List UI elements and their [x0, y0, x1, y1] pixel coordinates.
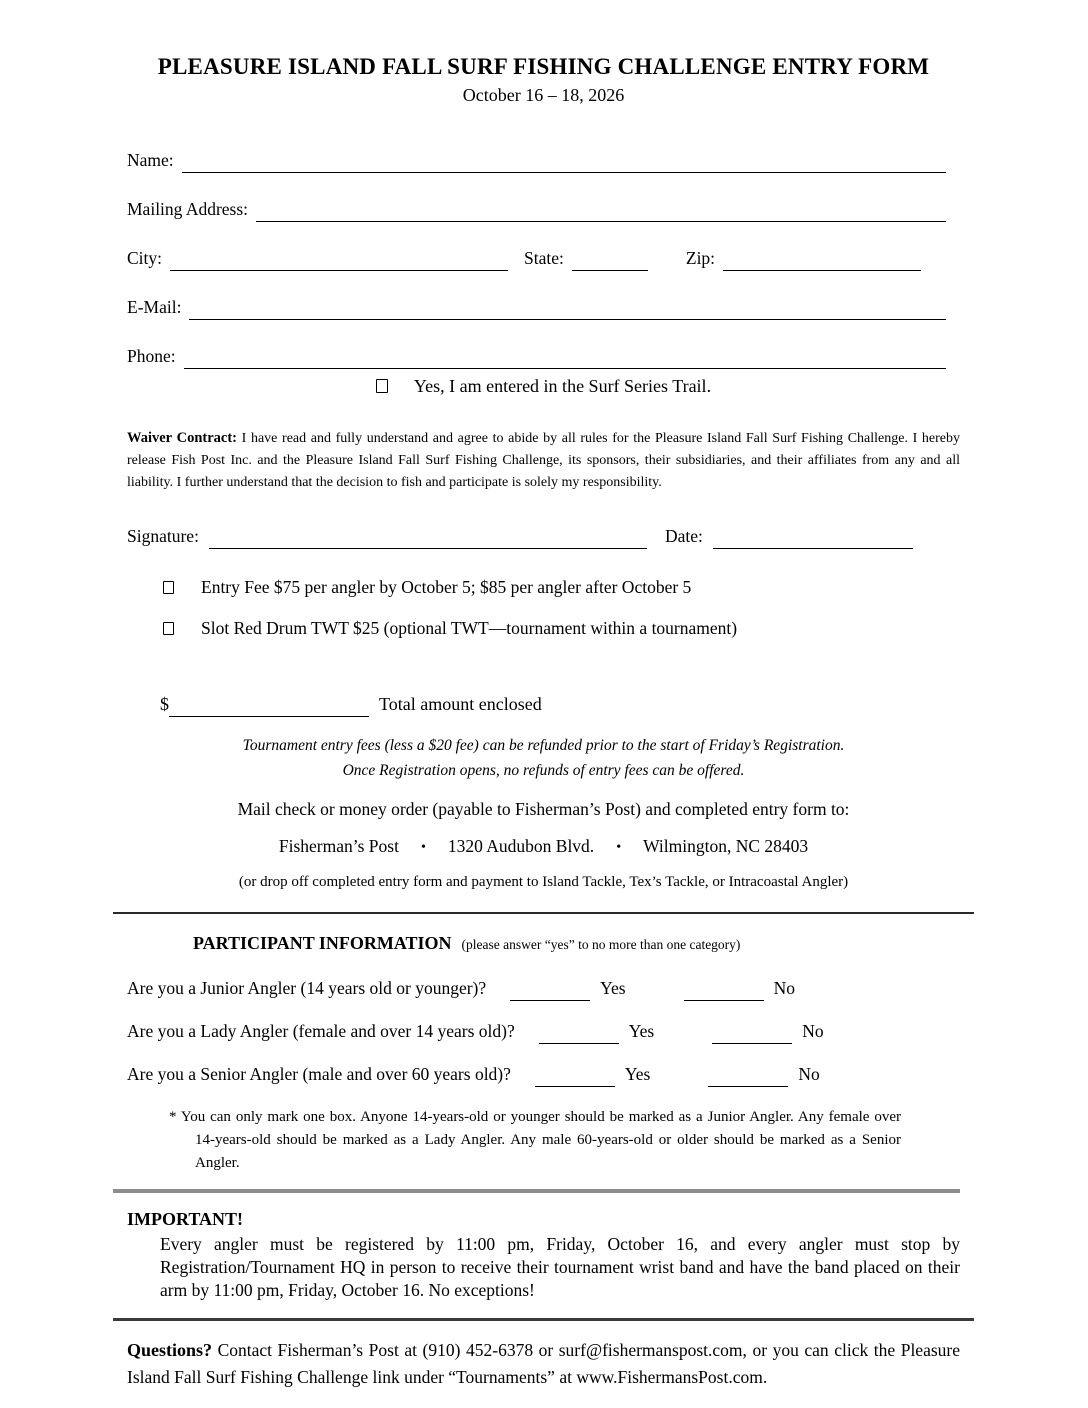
- junior-yes-field[interactable]: [510, 978, 590, 1001]
- lady-yes-field[interactable]: [539, 1021, 619, 1044]
- name-field[interactable]: [182, 150, 946, 173]
- waiver-body: I have read and fully understand and agree to abide by all rules for the Pleasure Island Fall Surf Fishing Challenge. I hereby release Fish Post Inc. and the Pleasure Island Fall Surf Fishing Challenge, its sponsors, their subsidiaries, and their affiliates from any and all liability. I further understand that the decision to fish and participate is solely my responsibility.: [127, 431, 961, 490]
- senior-angler-row: [127, 1061, 960, 1087]
- total-amount-row: [127, 692, 960, 717]
- state-field[interactable]: [572, 248, 648, 271]
- zip-label: Zip:: [685, 248, 716, 268]
- city-state-zip-row: [127, 246, 960, 271]
- city-field[interactable]: [170, 248, 508, 271]
- footnote-marker: *: [169, 1109, 177, 1125]
- section-divider: [113, 1318, 974, 1321]
- mailing-address-field[interactable]: [256, 199, 946, 222]
- email-field[interactable]: [189, 297, 946, 320]
- bullet-icon: •: [616, 840, 622, 855]
- footnote-text: You can only mark one box. Anyone 14-years-old or younger should be marked as a Junior Angler. Any female over 14-years-old should be marked as a Lady Angler. Any male 60-years-old or older should be marked as a Senior Angler.: [176, 1109, 901, 1171]
- entry-fee-label: Entry Fee $75 per angler by October 5; $85 per angler after October 5: [201, 577, 692, 597]
- mailing-address-label: Mailing Address:: [127, 199, 249, 219]
- junior-no-field[interactable]: [684, 978, 764, 1001]
- participant-heading: PARTICIPANT INFORMATION: [193, 933, 452, 953]
- yes-label: Yes: [624, 1064, 651, 1084]
- lady-no-field[interactable]: [712, 1021, 792, 1044]
- no-label: No: [802, 1021, 824, 1041]
- date-label: Date:: [664, 526, 703, 546]
- senior-no-field[interactable]: [708, 1064, 788, 1087]
- questions-heading: Questions?: [127, 1340, 213, 1360]
- phone-label: Phone:: [127, 346, 176, 366]
- name-label: Name:: [127, 150, 174, 170]
- signature-field[interactable]: [209, 526, 647, 549]
- phone-row: [127, 344, 960, 369]
- refund-note: [127, 733, 960, 783]
- refund-note-line2: Once Registration opens, no refunds of entry fees can be offered.: [342, 762, 745, 779]
- entry-fee-row: [127, 575, 960, 599]
- senior-yes-field[interactable]: [535, 1064, 615, 1087]
- total-amount-field[interactable]: [169, 694, 369, 717]
- mail-address-org: Fisherman’s Post: [278, 836, 399, 856]
- lady-angler-row: [127, 1018, 960, 1044]
- email-label: E-Mail:: [127, 297, 182, 317]
- total-amount-label: Total amount enclosed: [379, 694, 542, 714]
- yes-label: Yes: [600, 978, 626, 998]
- name-row: [127, 148, 960, 173]
- surf-series-row: [127, 376, 960, 397]
- bullet-icon: •: [420, 840, 426, 855]
- fee-options: [127, 575, 960, 640]
- waiver-paragraph: [127, 427, 960, 494]
- mail-instruction: Mail check or money order (payable to Fisherman’s Post) and completed entry form to:: [237, 799, 850, 819]
- one-box-footnote: [127, 1106, 901, 1175]
- lady-angler-question: Are you a Lady Angler (female and over 14 years old)?: [127, 1021, 515, 1041]
- mailing-address-row: [127, 197, 960, 222]
- surf-series-checkbox[interactable]: [376, 379, 388, 393]
- drop-off-note: (or drop off completed entry form and payment to Island Tackle, Tex’s Tackle, or Intracoastal Angler): [238, 874, 849, 890]
- mail-address-street: 1320 Audubon Blvd.: [447, 836, 595, 856]
- waiver-heading: Waiver Contract:: [127, 430, 238, 446]
- entry-fee-checkbox[interactable]: [163, 581, 174, 594]
- zip-field[interactable]: [723, 248, 921, 271]
- city-label: City:: [127, 248, 163, 268]
- date-field[interactable]: [713, 526, 913, 549]
- event-dates: October 16 – 18, 2026: [462, 85, 625, 105]
- signature-label: Signature:: [127, 526, 199, 546]
- important-heading: IMPORTANT!: [127, 1209, 244, 1229]
- junior-angler-row: [127, 975, 960, 1001]
- state-label: State:: [524, 248, 564, 268]
- dollar-sign: $: [160, 694, 169, 714]
- no-label: No: [773, 978, 795, 998]
- section-divider: [113, 1189, 960, 1193]
- contact-fields: [127, 148, 960, 369]
- yes-label: Yes: [628, 1021, 655, 1041]
- signature-row: [127, 524, 960, 549]
- twt-fee-row: [127, 616, 960, 640]
- questions-paragraph: [127, 1337, 960, 1391]
- participant-heading-note: (please answer “yes” to no more than one category): [461, 937, 741, 952]
- surf-series-label: Yes, I am entered in the Surf Series Trail.: [413, 376, 712, 396]
- junior-angler-question: Are you a Junior Angler (14 years old or younger)?: [127, 978, 487, 998]
- twt-fee-label: Slot Red Drum TWT $25 (optional TWT—tournament within a tournament): [201, 618, 738, 638]
- twt-fee-checkbox[interactable]: [163, 622, 174, 635]
- participant-heading-row: [127, 930, 960, 958]
- questions-body: Contact Fisherman’s Post at (910) 452-6378 or surf@fishermanspost.com, or you can click the Pleasure Island Fall Surf Fishing Challenge link under “Tournaments” at www.FishermansPost.com.: [127, 1340, 960, 1387]
- important-body: Every angler must be registered by 11:00 pm, Friday, October 16, and every angler must stop by Registration/Tournament HQ in person to receive their tournament wrist band and have the band placed on their arm by 11:00 pm, Friday, October 16. No exceptions!: [160, 1234, 960, 1300]
- mail-address-line: [127, 833, 960, 861]
- no-label: No: [798, 1064, 820, 1084]
- email-row: [127, 295, 960, 320]
- section-divider: [113, 912, 974, 914]
- mail-address-city: Wilmington, NC 28403: [643, 836, 809, 856]
- senior-angler-question: Are you a Senior Angler (male and over 60 years old)?: [127, 1064, 511, 1084]
- refund-note-line1: Tournament entry fees (less a $20 fee) can be refunded prior to the start of Friday’s Registration.: [242, 737, 845, 754]
- page-title: PLEASURE ISLAND FALL SURF FISHING CHALLENGE ENTRY FORM: [157, 54, 930, 79]
- phone-field[interactable]: [184, 346, 946, 369]
